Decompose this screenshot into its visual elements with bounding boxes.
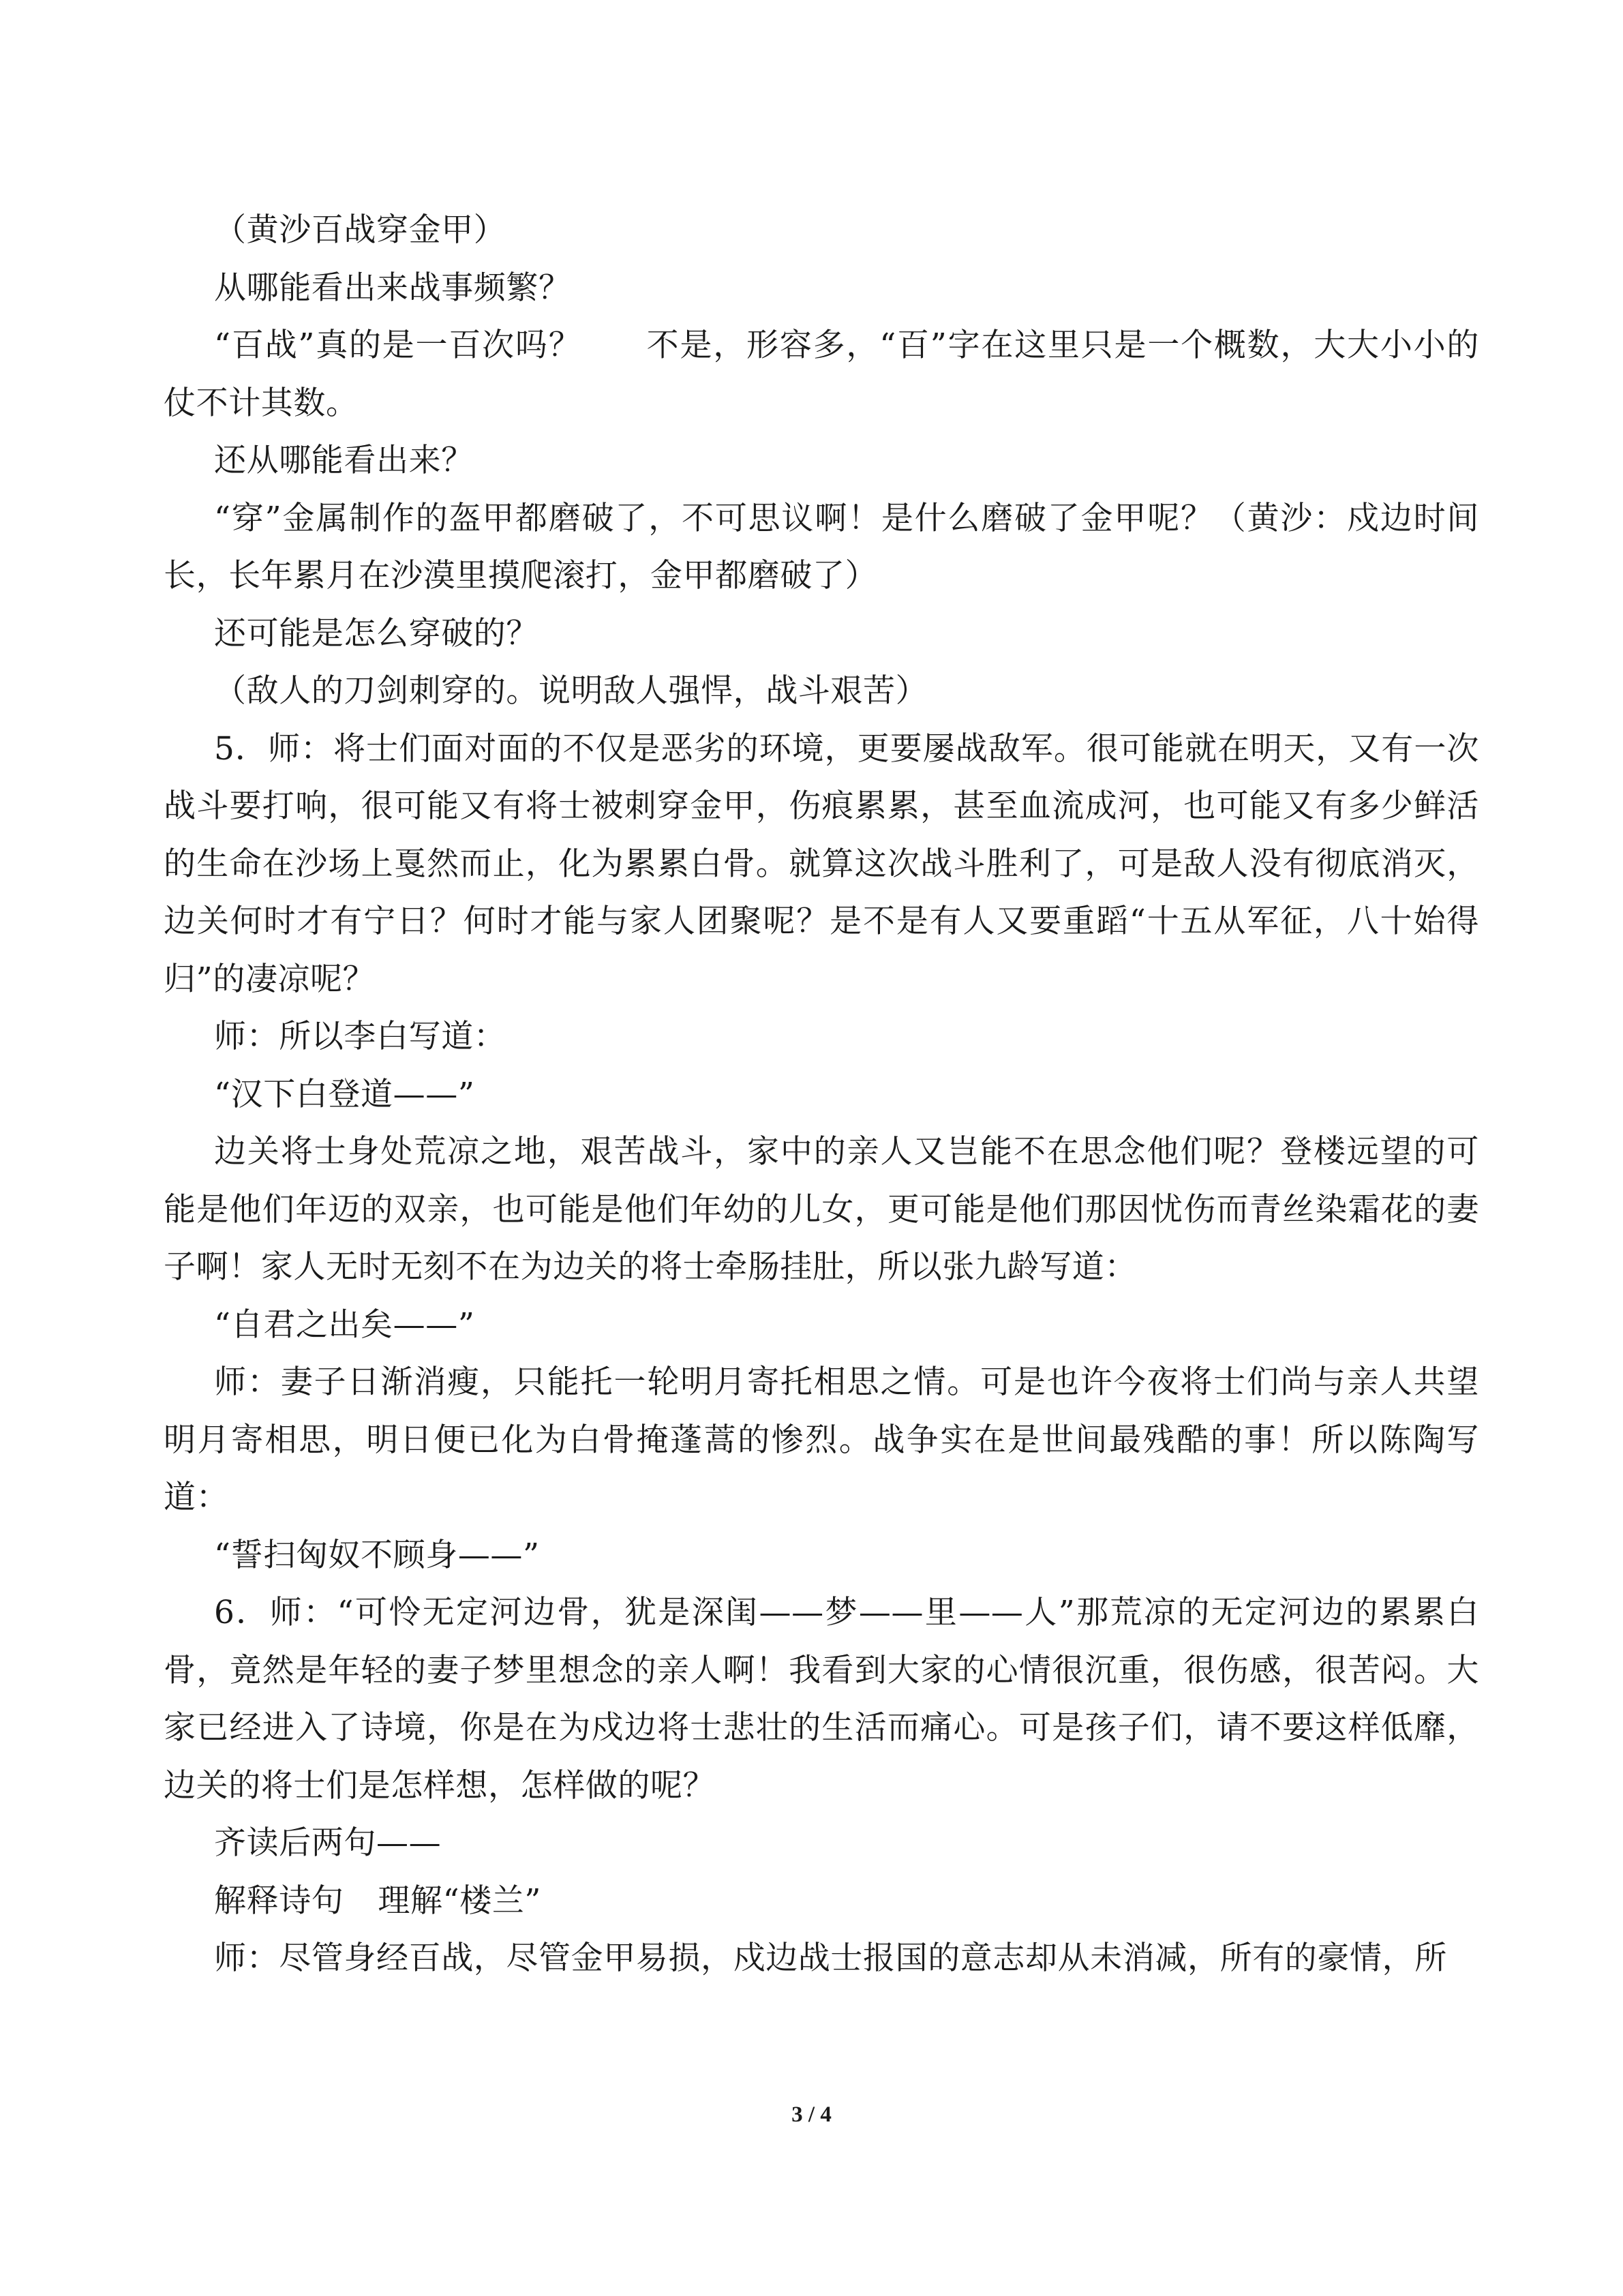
paragraph [164, 317, 1479, 432]
instruction-text: 理解“楼兰” [378, 1882, 542, 1920]
paragraph: （敌人的刀剑刺穿的。说明敌人强悍，战斗艰苦） [214, 672, 928, 710]
paragraph: 6．师：“可怜无定河边骨，犹是深闺——梦——里——人”那荒凉的无定河边的累累白骨，竟然是年轻的妻子梦里想念的亲人啊！我看到大家的心情很沉重，很伤感，很苦闷。大家已经进入了诗境，你是在为戍边将士悲壮的生活而痛心。可是孩子们，请不要这样低靡，边关的将士们是怎样想，怎样做的呢？ [164, 1594, 1479, 1804]
paragraph: 师：所以李白写道： [214, 1018, 506, 1055]
paragraph: “自君之出矣——” [214, 1305, 475, 1344]
question-text: “百战”真的是一百次吗？ [214, 327, 582, 364]
answer-text: 不是，形容多，“百”字在这里只是一个概数，大大小小的仗不计其数。 [164, 327, 1479, 422]
paragraph: 师：尽管身经百战，尽管金甲易损，戍边战士报国的意志却从未消减，所有的豪情，所 [214, 1939, 1447, 1977]
paragraph: “穿”金属制作的盔甲都磨破了，不可思议啊！是什么磨破了金甲呢？（黄沙：戍边时间长，长年累月在沙漠里摸爬滚打，金甲都磨破了） [164, 499, 1479, 594]
page-body [164, 202, 1479, 1988]
paragraph: 师：妻子日渐消瘦，只能托一轮明月寄托相思之情。可是也许今夜将士们尚与亲人共望明月寄相思，明日便已化为白骨掩蓬蒿的惨烈。战争实在是世间最残酷的事！所以陈陶写道： [164, 1363, 1479, 1516]
paragraph: 齐读后两句—— [214, 1824, 442, 1862]
instruction-text: 解释诗句 [214, 1882, 344, 1920]
page-number: 3 / 4 [791, 2102, 832, 2127]
paragraph [164, 1873, 1479, 1931]
paragraph: 边关将士身处荒凉之地，艰苦战斗，家中的亲人又岂能不在思念他们呢？登楼远望的可能是他们年迈的双亲，也可能是他们年幼的儿女，更可能是他们那因忧伤而青丝染霜花的妻子啊！家人无时无刻不在为边关的将士牵肠挂肚，所以张九龄写道： [164, 1133, 1479, 1286]
paragraph: 从哪能看出来战事频繁？ [214, 269, 571, 307]
paragraph: 还可能是怎么穿破的？ [214, 614, 539, 652]
paragraph: 5．师：将士们面对面的不仅是恶劣的环境，更要屡战敌军。很可能就在明天，又有一次战斗要打响，很可能又有将士被刺穿金甲，伤痕累累，甚至血流成河，也可能又有多少鲜活的生命在沙场上戛然而止，化为累累白骨。就算这次战斗胜利了，可是敌人没有彻底消灭，边关何时才有宁日？何时才能与家人团聚呢？是不是有人又要重蹈“十五从军征，八十始得归”的凄凉呢？ [164, 729, 1479, 998]
paragraph: “汉下白登道——” [214, 1075, 475, 1113]
paragraph: （黄沙百战穿金甲） [214, 211, 506, 249]
paragraph: 还从哪能看出来？ [214, 442, 474, 479]
paragraph: “誓扫匈奴不顾身——” [214, 1536, 540, 1574]
